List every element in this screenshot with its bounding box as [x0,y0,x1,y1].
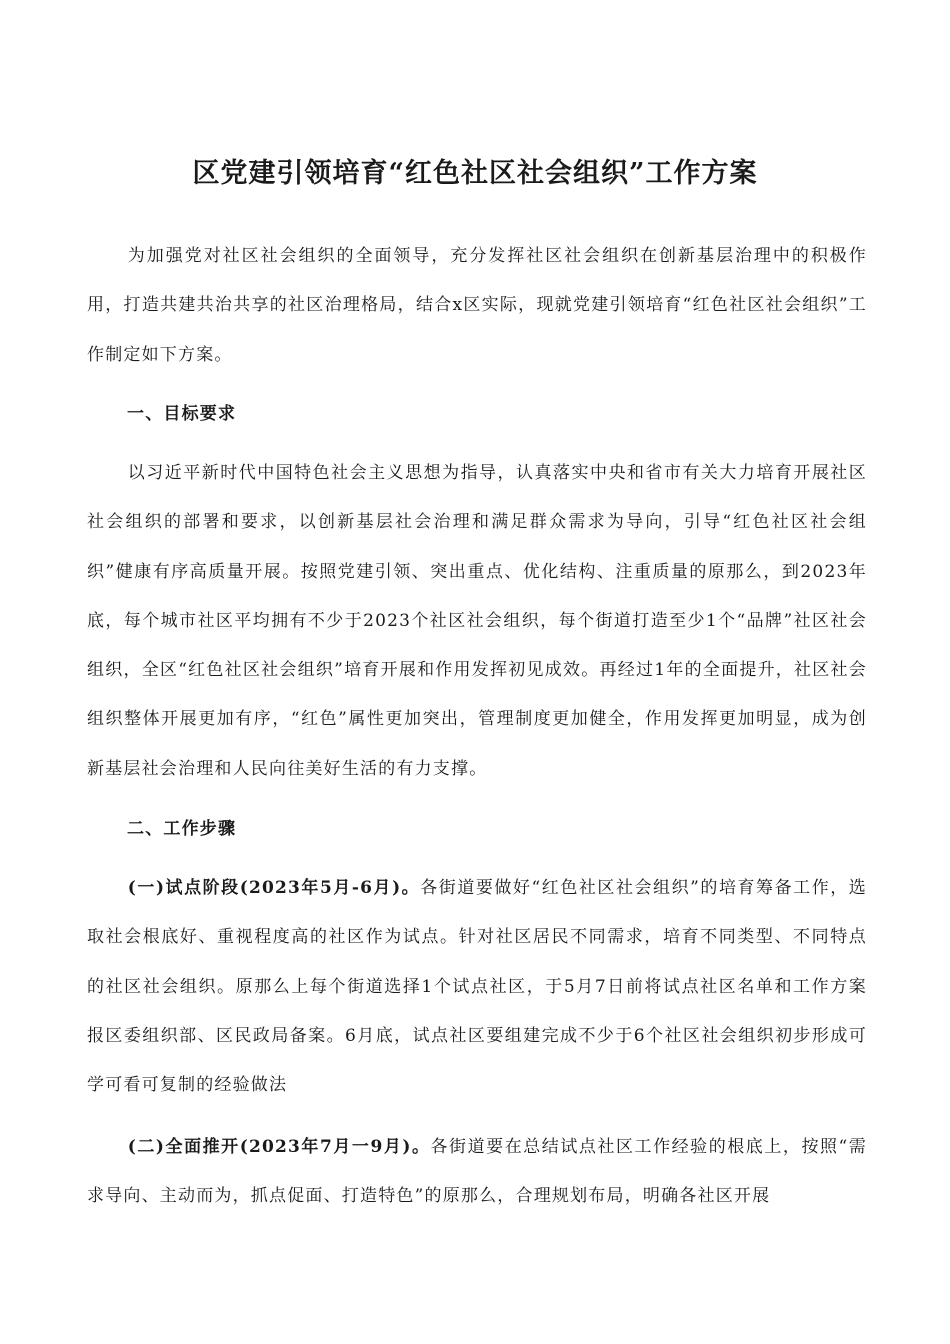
step-pilot-paragraph [87,864,867,1110]
section-heading-goals: 一、目标要求 [127,404,237,424]
step-pilot-lead: (一)试点阶段(2023年5月-6月)。 [127,878,421,898]
step-pilot-body: 各街道要做好“红色社区社会组织”的培育筹备工作，选取社会根底好、重视程度高的社区作为试点。针对社区居民不同需求，培育不同类型、不同特点的社区社会组织。原那么上每个街道选择1个试点社区，于5月7日前将试点社区名单和工作方案报区委组织部、区民政局备案。6月底，试点社区要组建完成不少于6个社区社会组织初步形成可学可看可复制的经验做法 [87,878,867,1096]
step-rollout-body: 各街道要在总结试点社区工作经验的根底上，按照“需求导向、主动而为，抓点促面、打造特色”的原那么，合理规划布局，明确各社区开展 [87,1137,867,1207]
document-title: 区党建引领培育“红色社区社会组织”工作方案 [192,158,758,189]
step-rollout-paragraph [87,1123,867,1222]
section-heading-steps: 二、工作步骤 [127,819,237,839]
intro-paragraph: 为加强党对社区社会组织的全面领导，充分发挥社区社会组织在创新基层治理中的积极作用，打造共建共治共享的社区治理格局，结合x区实际，现就党建引领培育“红色社区社会组织”工作制定如下方案。 [87,246,867,365]
step-rollout-lead: (二)全面推开(2023年7月一9月)。 [127,1137,431,1157]
goals-paragraph: 以习近平新时代中国特色社会主义思想为指导，认真落实中央和省市有关大力培育开展社区社会组织的部署和要求，以创新基层社会治理和满足群众需求为导向，引导“红色社区社会组织”健康有序高质量开展。按照党建引领、突出重点、优化结构、注重质量的原那么，到2023年底，每个城市社区平均拥有不少于2023个社区社会组织，每个街道打造至少1个“品牌”社区社会组织，全区“红色社区社会组织”培育开展和作用发挥初见成效。再经过1年的全面提升，社区社会组织整体开展更加有序，“红色”属性更加突出，管理制度更加健全，作用发挥更加明显，成为创新基层社会治理和人民向往美好生活的有力支撑。 [87,463,867,779]
